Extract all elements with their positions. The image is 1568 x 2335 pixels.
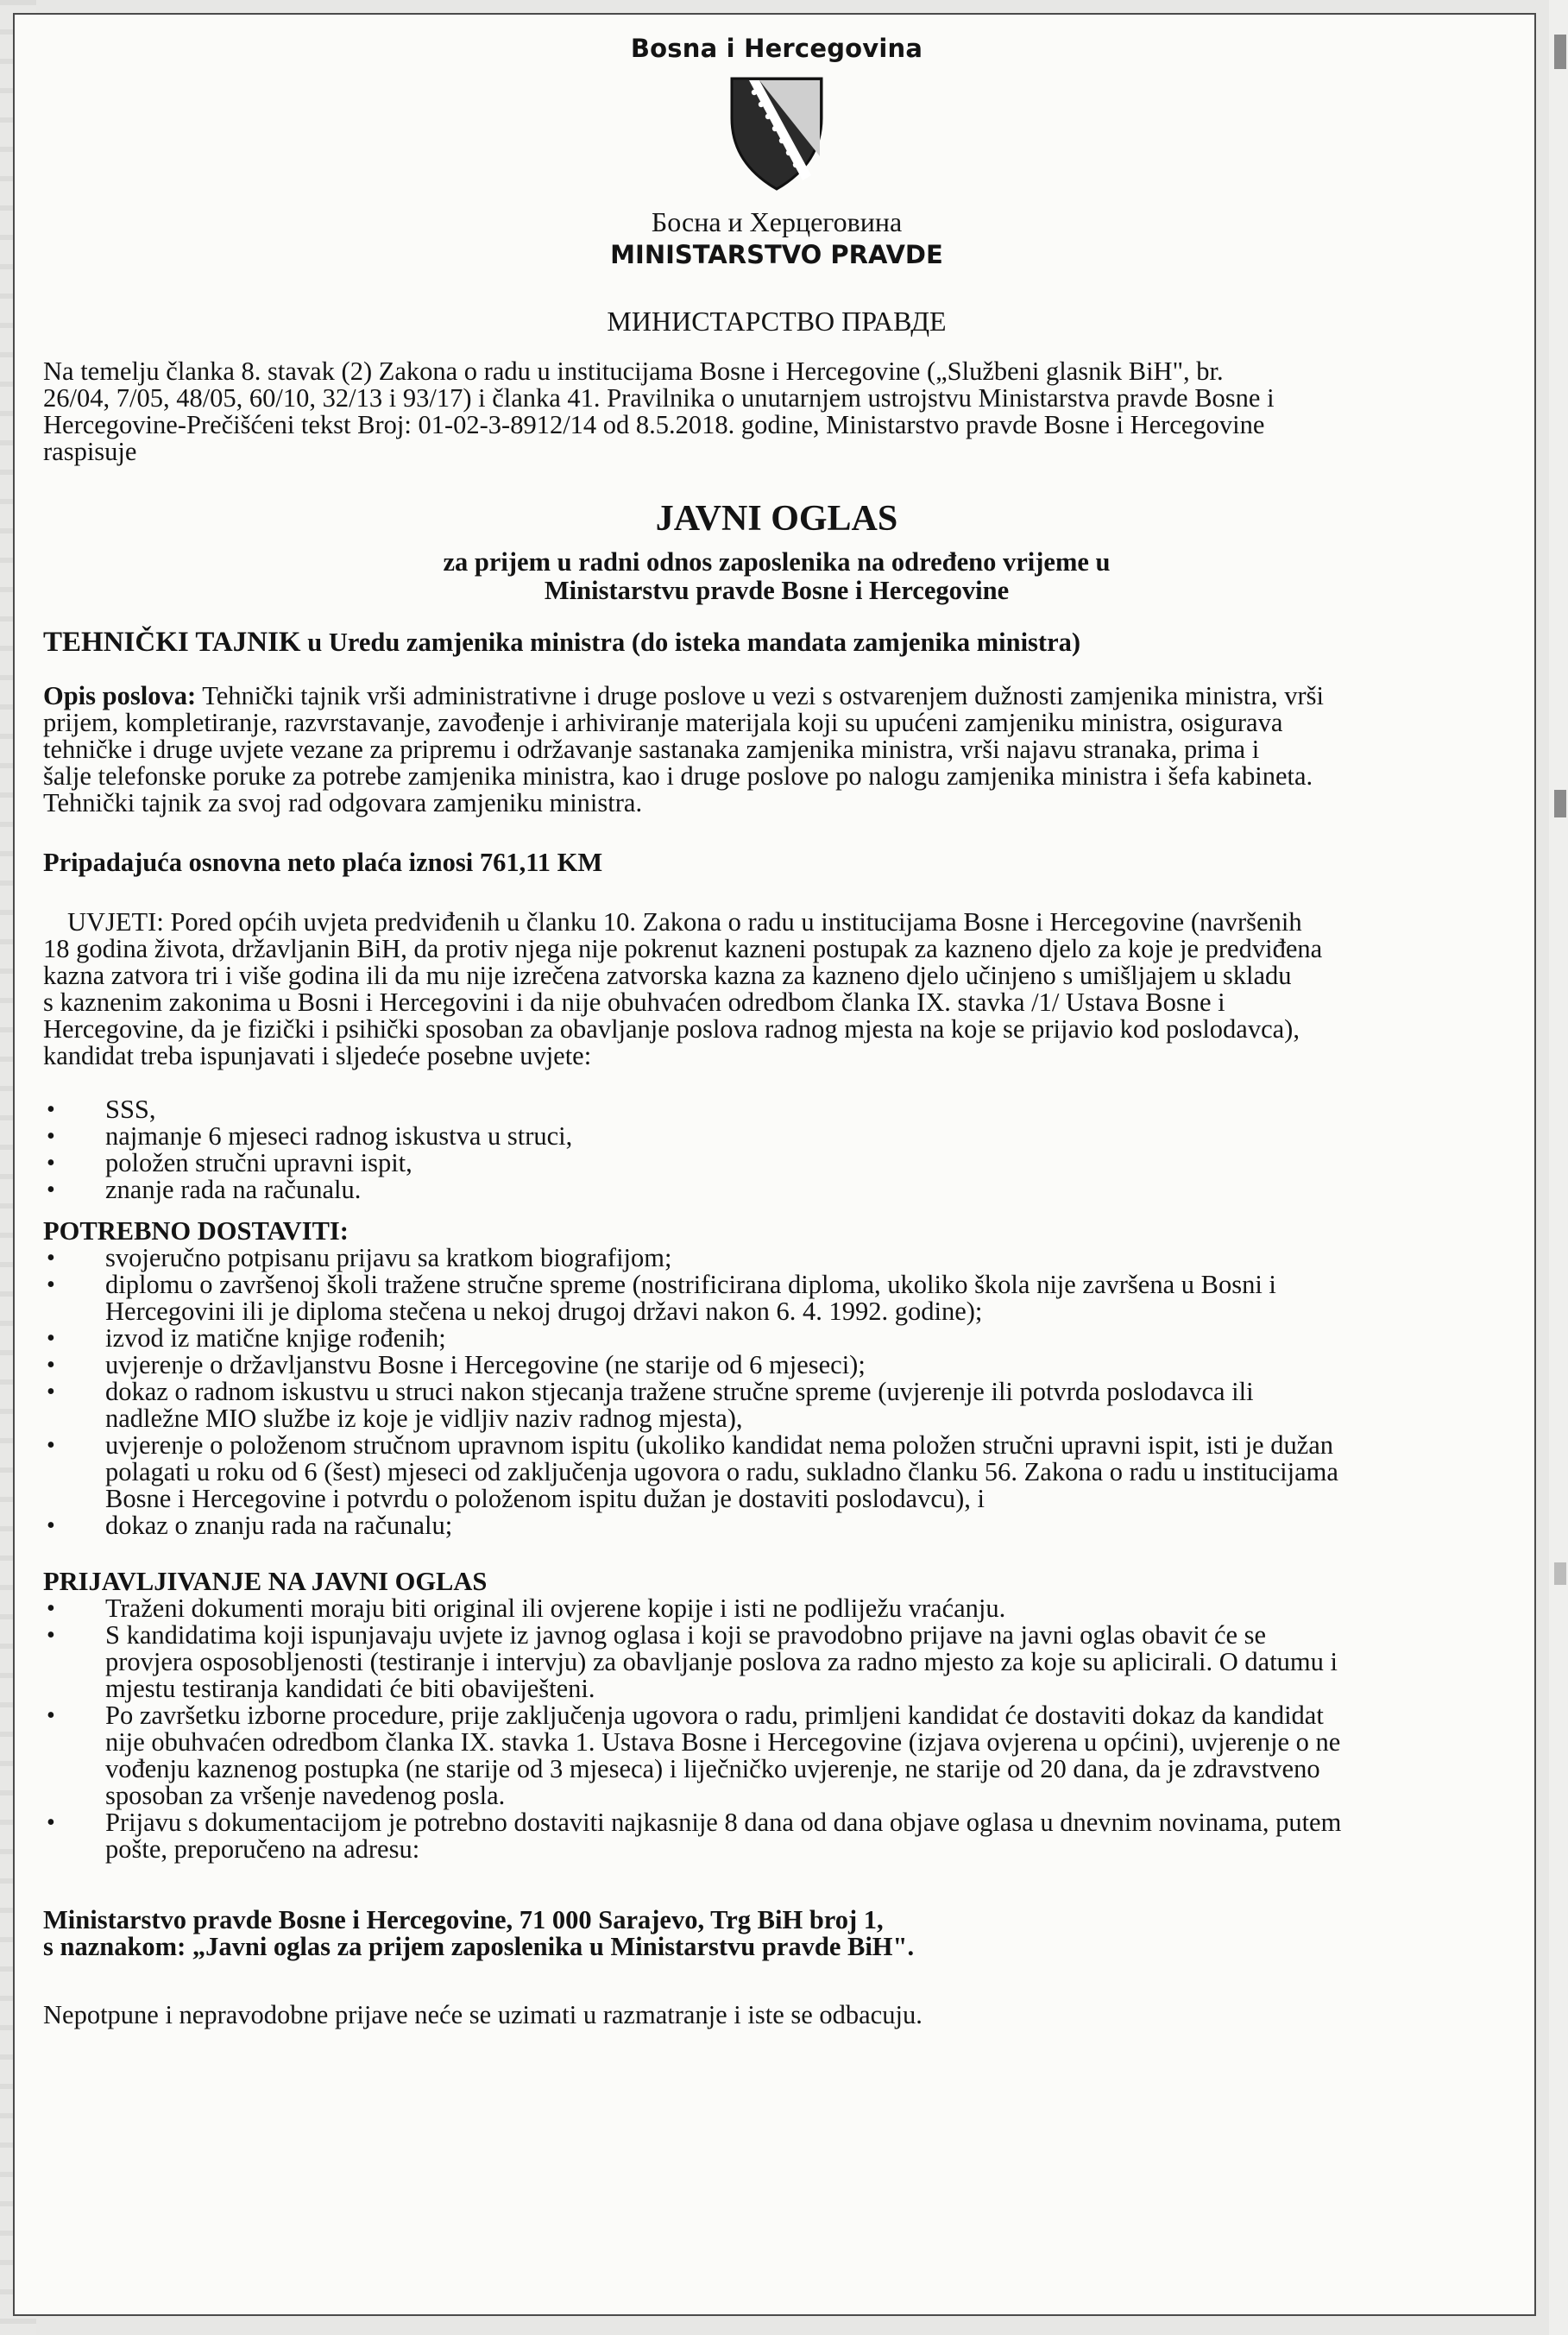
- list-item-line: diplomu o završenoj školi tražene stručne spreme (nostrificirana diploma, ukoliko škola nije završena u Bosni i: [105, 1270, 1276, 1299]
- list-item: [43, 1325, 1510, 1352]
- list-item-line: Bosne i Hercegovine i potvrdu o položenom ispitu dužan je dostaviti poslodavcu), i: [105, 1484, 986, 1513]
- bih-coat-of-arms-icon: [725, 73, 828, 194]
- intro-line: Na temelju članka 8. stavak (2) Zakona o radu u institucijama Bosne i Hercegovine („Službeni glasnik BiH", br.: [43, 357, 1224, 386]
- application-list: [43, 1595, 1510, 1863]
- list-item: [43, 1512, 1510, 1539]
- subtitle-line: za prijem u radni odnos zaposlenika na određeno vrijeme u: [443, 547, 1111, 577]
- list-item: [43, 1622, 1510, 1702]
- duties-line: šalje telefonske poruke za potrebe zamjenika ministra, kao i druge poslove po nalogu zamjenika ministra i šefa kabineta.: [43, 761, 1313, 791]
- intro-paragraph: [43, 358, 1510, 465]
- list-item-line: polagati u roku od 6 (šest) mjeseci od zaključenja ugovora o radu, sukladno članku 56. Zakona o radu u institucijama: [105, 1457, 1338, 1486]
- list-item-line: Traženi dokumenti moraju biti original ili ovjerene kopije i isti ne podliježu vraćanju.: [105, 1593, 1006, 1623]
- list-item-line: mjestu testiranja kandidati će biti obaviješteni.: [105, 1674, 595, 1703]
- list-item-line: uvjerenje o državljanstvu Bosne i Hercegovine (ne starije od 6 mjeseci);: [105, 1350, 866, 1379]
- list-item: [43, 1379, 1510, 1432]
- list-item: • najmanje 6 mjeseci radnog iskustva u struci,: [43, 1123, 1510, 1150]
- list-item: • položen stručni upravni ispit,: [43, 1150, 1510, 1177]
- duties-paragraph: [43, 683, 1510, 817]
- duties-line: Tehnički tajnik za svoj rad odgovara zamjeniku ministra.: [43, 788, 643, 817]
- conditions-paragraph: [43, 909, 1510, 1070]
- duties-line: prijem, kompletiranje, razvrstavanje, zavođenje i arhiviranje materijala koji su upućeni zamjeniku ministra, osigurava: [43, 708, 1283, 737]
- list-item-line: Po završetku izborne procedure, prije zaključenja ugovora o radu, primljeni kandidat će dostaviti dokaz da kandidat: [105, 1701, 1324, 1730]
- intro-line: 26/04, 7/05, 48/05, 60/10, 32/13 i 93/17) i članka 41. Pravilnika o unutarnjem ustrojstvu Ministarstva pravde Bosne i: [43, 383, 1275, 413]
- list-item: [43, 1595, 1510, 1622]
- documents-heading: POTREBNO DOSTAVITI:: [43, 1216, 349, 1246]
- conditions-line: UVJETI: Pored općih uvjeta predviđenih u članku 10. Zakona o radu u institucijama Bosne i Hercegovine (navršenih: [67, 907, 1302, 937]
- intro-line: raspisuje: [43, 437, 137, 466]
- position-detail: u Uredu zamjenika ministra (do isteka mandata zamjenika ministra): [300, 628, 1081, 657]
- list-item: • znanje rada na računalu.: [43, 1177, 1510, 1203]
- list-item-line: sposoban za vršenje navedenog posla.: [105, 1781, 506, 1810]
- intro-line: Hercegovine-Prečišćeni tekst Broj: 01-02-3-8912/14 od 8.5.2018. godine, Ministarstvo pravde Bosne i Hercegovine: [43, 410, 1265, 439]
- list-item-line: izvod iz matične knjige rođenih;: [105, 1323, 446, 1353]
- position-name: TEHNIČKI TAJNIK: [43, 627, 301, 658]
- edge-mark: [1554, 35, 1566, 69]
- country-name-cyrillic: Босна и Херцеговина: [651, 206, 903, 237]
- edge-mark: [1554, 1562, 1566, 1585]
- duties-line: tehničke i druge uvjete vezane za pripremu i održavanje sastanaka zamjenika ministra, vrši najavu stranaka, prima i: [43, 735, 1260, 764]
- duties-line: Tehnički tajnik vrši administrativne i druge poslove u vezi s ostvarenjem dužnosti zamjenika ministra, vrši: [196, 681, 1324, 710]
- conditions-line: kandidat treba ispunjavati i sljedeće posebne uvjete:: [43, 1041, 592, 1070]
- country-name-latin: Bosna i Hercegovina: [630, 34, 923, 63]
- list-item-line: vođenju kaznenog postupka (ne starije od 3 mjeseca) i liječničko uvjerenje, ne starije od 20 dana, da je zdravstveno: [105, 1754, 1320, 1783]
- conditions-line: s kaznenim zakonima u Bosni i Hercegovini i da nije obuhvaćen odredbom članka IX. stavka /1/ Ustava Bosne i: [43, 988, 1225, 1017]
- list-item: • SSS,: [43, 1096, 1510, 1123]
- list-item-line: nije obuhvaćen odredbom članka IX. stavka 1. Ustava Bosne i Hercegovine (izjava ovjerena u općini), uvjerenje o ne: [105, 1727, 1341, 1757]
- list-item-line: svojeručno potpisanu prijavu sa kratkom biografijom;: [105, 1243, 672, 1272]
- closing-note: Nepotpune i nepravodobne prijave neće se uzimati u razmatranje i iste se odbacuju.: [43, 2000, 923, 2029]
- list-item-line: Prijavu s dokumentacijom je potrebno dostaviti najkasnije 8 dana od dana objave oglasa u dnevnim novinama, putem: [105, 1808, 1342, 1837]
- list-item: [43, 1809, 1510, 1863]
- list-item-line: dokaz o znanju rada na računalu;: [105, 1511, 453, 1540]
- list-item-line: uvjerenje o položenom stručnom upravnom ispitu (ukoliko kandidat nema položen stručni upravni ispit, isti je dužan: [105, 1430, 1334, 1460]
- address-line: s naznakom: „Javni oglas za prijem zaposlenika u Ministarstvu pravde BiH".: [43, 1932, 915, 1961]
- position-title: [43, 629, 1510, 656]
- documents-list: [43, 1245, 1510, 1539]
- edge-mark: [1554, 790, 1566, 817]
- list-item: [43, 1272, 1510, 1325]
- ministry-name-latin: MINISTARSTVO PRAVDE: [610, 240, 943, 269]
- announcement-title: JAVNI OGLAS: [655, 499, 898, 539]
- subtitle-line: Ministarstvu pravde Bosne i Hercegovine: [544, 576, 1010, 605]
- conditions-line: 18 godina života, državljanin BiH, da protiv njega nije pokrenut kazneni postupak za kazneno djelo za koje je predviđena: [43, 934, 1323, 963]
- list-item-line: pošte, preporučeno na adresu:: [105, 1834, 420, 1864]
- list-item-line: dokaz o radnom iskustvu u struci nakon stjecanja tražene stručne spreme (uvjerenje ili potvrda poslodavca ili: [105, 1377, 1254, 1406]
- list-item: [43, 1352, 1510, 1379]
- application-heading: PRIJAVLJIVANJE NA JAVNI OGLAS: [43, 1567, 488, 1596]
- conditions-line: Hercegovine, da je fizički i psihički sposoban za obavljanje poslova radnog mjesta na koje se prijavio kod poslodavca),: [43, 1014, 1300, 1044]
- list-item-line: nadležne MIO službe iz koje je vidljiv naziv radnog mjesta),: [105, 1404, 743, 1433]
- page-edge: [1549, 0, 1568, 2335]
- announcement-title-block: [43, 500, 1510, 605]
- announcement-subtitle: [43, 548, 1510, 605]
- announcement-frame: [13, 13, 1536, 2316]
- special-conditions-list: [43, 1096, 1510, 1203]
- list-item-line: provjera osposobljenosti (testiranje i intervju) za obavljanje poslova za radno mjesto za koje su aplicirali. O datumu i: [105, 1647, 1338, 1676]
- duties-label: Opis poslova:: [43, 681, 197, 710]
- list-item: [43, 1432, 1510, 1512]
- list-item: [43, 1702, 1510, 1809]
- list-item-line: S kandidatima koji ispunjavaju uvjete iz javnog oglasa i koji se pravodobno prijave na javni oglas obavit će se: [105, 1620, 1267, 1650]
- announcement-content: [43, 15, 1510, 2029]
- conditions-line: kazna zatvora tri i više godina ili da mu nije izrečena zatvorska kazna za kazneno djelo učinjeno s umišljajem u skladu: [43, 961, 1292, 990]
- list-item: [43, 1245, 1510, 1272]
- list-item-line: Hercegovini ili je diploma stečena u nekoj drugoj državi nakon 6. 4. 1992. godine);: [105, 1297, 983, 1326]
- letterhead: [43, 34, 1510, 338]
- address-line: Ministarstvo pravde Bosne i Hercegovine, 71 000 Sarajevo, Trg BiH broj 1,: [43, 1905, 884, 1934]
- salary-line: Pripadajuća osnovna neto plaća iznosi 761,11 KM: [43, 848, 603, 877]
- mailing-address: [43, 1907, 1510, 1960]
- ministry-name-cyrillic: МИНИСТАРСТВО ПРАВДЕ: [607, 306, 947, 337]
